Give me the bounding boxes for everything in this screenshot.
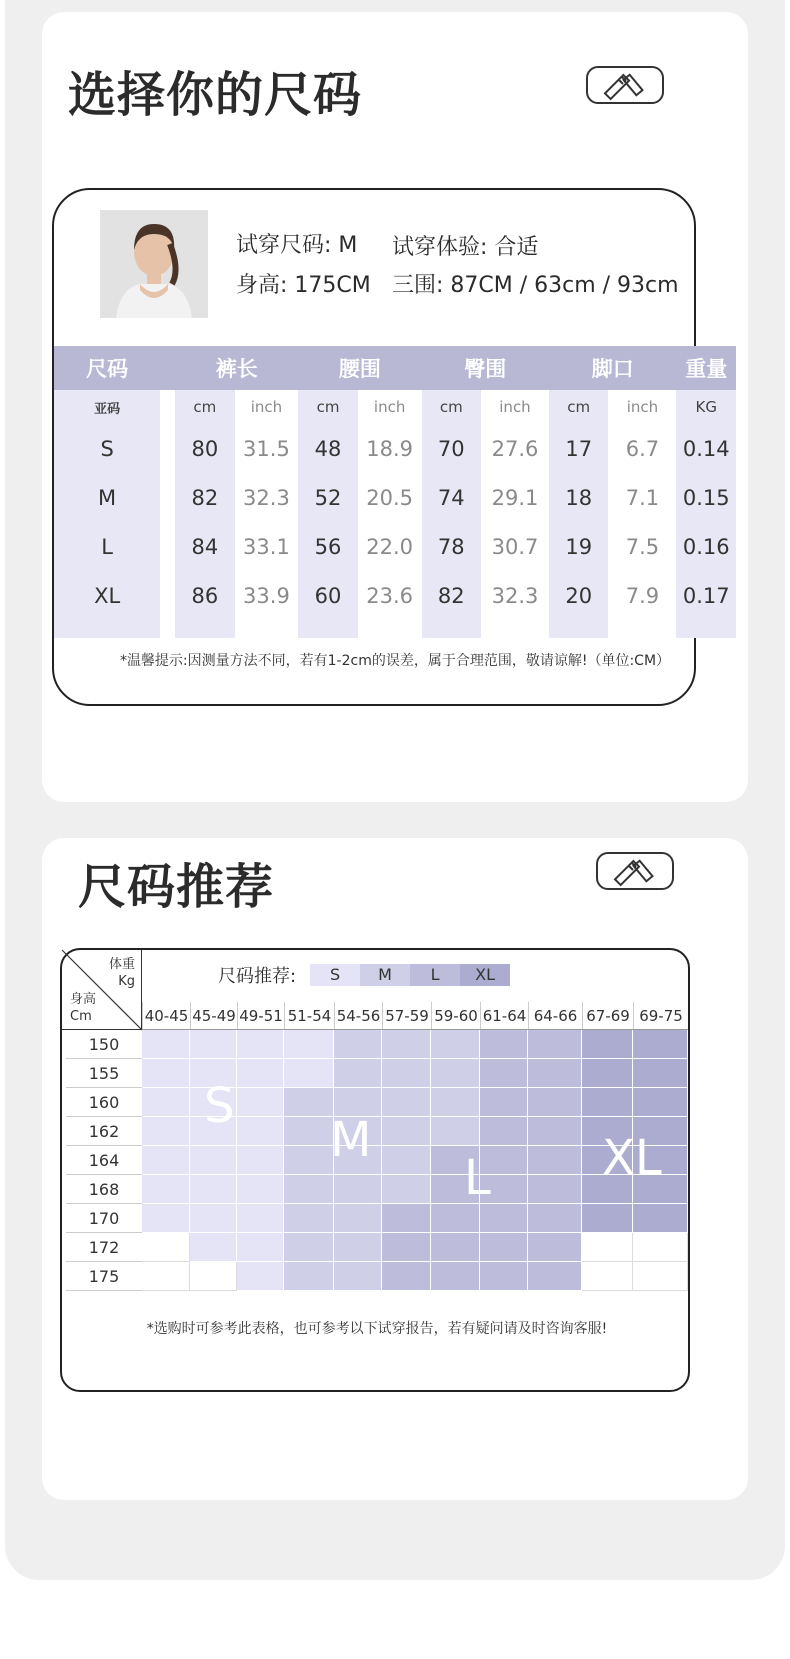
size-cell: 6.7	[608, 424, 676, 473]
size-cell: 0.15	[676, 473, 736, 522]
unit-inch: inch	[481, 390, 549, 424]
size-cell: 27.6	[481, 424, 549, 473]
grid-cell	[190, 1262, 237, 1291]
height-row-header: 155	[66, 1059, 142, 1088]
grid-cell	[528, 1146, 582, 1175]
grid-cell	[528, 1204, 582, 1233]
grid-cell	[190, 1030, 237, 1059]
grid-cell	[431, 1204, 480, 1233]
weight-range-header: 51-54	[284, 1002, 334, 1030]
grid-cell	[480, 1204, 528, 1233]
unit-inch: inch	[358, 390, 422, 424]
size-cell: 18.9	[358, 424, 422, 473]
pencil-ruler-icon	[586, 66, 664, 104]
legend-label: 尺码推荐:	[218, 966, 297, 987]
grid-cell	[382, 1233, 431, 1262]
grid-cell	[284, 1088, 334, 1117]
height-row-header: 175	[66, 1262, 142, 1291]
grid-cell	[142, 1059, 190, 1088]
legend-item-l: L	[410, 964, 460, 986]
grid-cell	[382, 1117, 431, 1146]
grid-cell	[582, 1059, 633, 1088]
grid-cell	[382, 1175, 431, 1204]
size-row	[54, 571, 736, 620]
size-cell: 20	[549, 571, 608, 620]
grid-cell	[284, 1262, 334, 1291]
header-length: 裤长	[175, 346, 298, 390]
grid-cell	[431, 1117, 480, 1146]
grid-cell	[190, 1204, 237, 1233]
grid-cell	[633, 1088, 688, 1117]
size-cell: 20.5	[358, 473, 422, 522]
size-cell: 48	[298, 424, 357, 473]
size-cell: 31.5	[235, 424, 299, 473]
size-cell: 19	[549, 522, 608, 571]
weight-range-header: 67-69	[582, 1002, 633, 1030]
grid-cell	[190, 1175, 237, 1204]
grid-cell	[528, 1175, 582, 1204]
section-title: 尺码推荐	[78, 859, 275, 915]
grid-cell	[528, 1233, 582, 1262]
size-cell: 78	[422, 522, 481, 571]
grid-cell	[284, 1146, 334, 1175]
unit-label: 亚码	[54, 390, 160, 424]
size-cell: 60	[298, 571, 357, 620]
model-height-text: 身高: 175CM	[236, 273, 371, 298]
height-row-header: 164	[66, 1146, 142, 1175]
grid-cell	[237, 1262, 284, 1291]
size-row	[54, 522, 736, 571]
grid-cell	[431, 1088, 480, 1117]
grid-cell	[142, 1204, 190, 1233]
size-chart-frame	[52, 188, 730, 706]
legend-item-m: M	[360, 964, 410, 986]
grid-cell	[582, 1233, 633, 1262]
unit-inch: inch	[235, 390, 299, 424]
size-cell: L	[54, 522, 160, 571]
recommendation-frame	[60, 948, 690, 1392]
size-cell: 17	[549, 424, 608, 473]
grid-cell	[633, 1059, 688, 1088]
grid-cell	[480, 1117, 528, 1146]
trial-experience-text: 试穿体验: 合适	[392, 235, 539, 260]
grid-cell	[237, 1233, 284, 1262]
grid-cell	[142, 1088, 190, 1117]
size-cell: S	[54, 424, 160, 473]
size-chart-note: *温馨提示:因测量方法不同，若有1-2cm的误差，属于合理范围，敬请谅解!（单位:CM）	[119, 653, 671, 669]
height-row-header: 162	[66, 1117, 142, 1146]
grid-cell	[431, 1030, 480, 1059]
legend-item-s: S	[310, 964, 360, 986]
header-waist: 腰围	[298, 346, 421, 390]
size-legend	[218, 962, 510, 988]
size-cell: 29.1	[481, 473, 549, 522]
weight-range-header: 57-59	[382, 1002, 431, 1030]
grid-cell	[284, 1030, 334, 1059]
grid-cell	[334, 1262, 382, 1291]
size-cell: 22.0	[358, 522, 422, 571]
size-cell: 82	[175, 473, 234, 522]
zone-label-m: M	[330, 1112, 372, 1168]
grid-cell	[528, 1059, 582, 1088]
grid-cell	[582, 1088, 633, 1117]
grid-cell	[431, 1262, 480, 1291]
size-cell: 32.3	[481, 571, 549, 620]
size-cell: 7.1	[608, 473, 676, 522]
grid-cell	[142, 1030, 190, 1059]
zone-label-s: S	[204, 1078, 235, 1134]
size-cell: 0.14	[676, 424, 736, 473]
grid-cell	[480, 1059, 528, 1088]
grid-cell	[237, 1175, 284, 1204]
grid-cell	[633, 1262, 688, 1291]
grid-cell	[334, 1030, 382, 1059]
size-cell: 33.9	[235, 571, 299, 620]
header-hip: 臀围	[422, 346, 549, 390]
grid-cell	[480, 1030, 528, 1059]
header-weight: 重量	[676, 346, 736, 390]
size-cell: 74	[422, 473, 481, 522]
grid-cell	[237, 1030, 284, 1059]
size-cell: 86	[175, 571, 234, 620]
weight-range-header: 61-64	[480, 1002, 528, 1030]
grid-cell	[190, 1146, 237, 1175]
size-chart-card	[42, 12, 748, 802]
height-row-header: 168	[66, 1175, 142, 1204]
size-cell: 33.1	[235, 522, 299, 571]
size-cell: 30.7	[481, 522, 549, 571]
grid-cell	[334, 1204, 382, 1233]
grid-cell	[142, 1262, 190, 1291]
section-title: 选择你的尺码	[68, 67, 363, 123]
size-table-units	[54, 390, 736, 424]
unit-cm: cm	[298, 390, 357, 424]
height-row-header: 150	[66, 1030, 142, 1059]
grid-cell	[528, 1088, 582, 1117]
size-cell: 82	[422, 571, 481, 620]
grid-cell	[480, 1088, 528, 1117]
grid-cell	[237, 1146, 284, 1175]
unit-cm: cm	[422, 390, 481, 424]
size-cell: 23.6	[358, 571, 422, 620]
grid-cell	[237, 1059, 284, 1088]
grid-cell	[633, 1233, 688, 1262]
height-axis-unit: Cm	[70, 1009, 92, 1024]
grid-cell	[633, 1204, 688, 1233]
height-row-header: 172	[66, 1233, 142, 1262]
model-avatar	[100, 210, 208, 318]
weight-axis-label: 体重	[108, 957, 135, 972]
header-size: 尺码	[54, 346, 160, 390]
grid-cell	[480, 1262, 528, 1291]
unit-cm: cm	[175, 390, 234, 424]
size-cell: 70	[422, 424, 481, 473]
weight-axis-unit: Kg	[118, 974, 135, 989]
grid-cell	[528, 1030, 582, 1059]
grid-cell	[237, 1117, 284, 1146]
height-axis-label: 身高	[70, 992, 97, 1007]
size-row	[54, 424, 736, 473]
grid-cell	[142, 1175, 190, 1204]
grid-cell	[633, 1030, 688, 1059]
pencil-ruler-icon	[596, 852, 674, 890]
grid-cell	[431, 1059, 480, 1088]
unit-inch: inch	[608, 390, 676, 424]
grid-cell	[334, 1175, 382, 1204]
grid-cell	[382, 1088, 431, 1117]
zone-label-xl: XL	[602, 1130, 662, 1186]
height-row-header: 160	[66, 1088, 142, 1117]
grid-cell	[142, 1146, 190, 1175]
legend-item-xl: XL	[460, 964, 510, 986]
weight-range-header: 69-75	[633, 1002, 688, 1030]
weight-range-header: 40-45	[142, 1002, 190, 1030]
grid-cell	[582, 1262, 633, 1291]
unit-kg: KG	[676, 390, 736, 424]
recommendation-note: *选购时可参考此表格，也可参考以下试穿报告，若有疑问请及时咨询客服!	[146, 1321, 608, 1337]
size-cell: 32.3	[235, 473, 299, 522]
grid-cell	[334, 1233, 382, 1262]
size-cell: 84	[175, 522, 234, 571]
grid-cell	[382, 1262, 431, 1291]
table-corner	[62, 950, 142, 1030]
grid-cell	[480, 1233, 528, 1262]
grid-cell	[237, 1088, 284, 1117]
weight-range-header: 54-56	[334, 1002, 382, 1030]
grid-cell	[582, 1030, 633, 1059]
grid-cell	[142, 1233, 190, 1262]
size-cell: 0.17	[676, 571, 736, 620]
size-cell: 7.9	[608, 571, 676, 620]
grid-cell	[528, 1262, 582, 1291]
model-measurements-text: 三围: 87CM / 63cm / 93cm	[392, 273, 679, 298]
grid-cell	[284, 1175, 334, 1204]
size-cell: 80	[175, 424, 234, 473]
grid-cell	[284, 1059, 334, 1088]
size-cell: XL	[54, 571, 160, 620]
grid-cell	[142, 1117, 190, 1146]
grid-cell	[382, 1204, 431, 1233]
grid-cell	[431, 1233, 480, 1262]
trial-size-text: 试穿尺码: M	[236, 233, 358, 258]
weight-range-header: 64-66	[528, 1002, 582, 1030]
size-row	[54, 473, 736, 522]
height-row-header: 170	[66, 1204, 142, 1233]
grid-cell	[382, 1146, 431, 1175]
grid-cell	[582, 1204, 633, 1233]
grid-cell	[237, 1204, 284, 1233]
grid-cell	[190, 1233, 237, 1262]
grid-cell	[382, 1030, 431, 1059]
size-cell: 18	[549, 473, 608, 522]
weight-range-header: 45-49	[190, 1002, 237, 1030]
size-cell: 56	[298, 522, 357, 571]
size-recommendation-card	[42, 838, 748, 1500]
grid-cell	[528, 1117, 582, 1146]
size-table	[54, 346, 736, 638]
grid-cell	[284, 1117, 334, 1146]
size-table-header	[54, 346, 736, 390]
grid-cell	[334, 1059, 382, 1088]
grid-cell	[382, 1059, 431, 1088]
zone-label-l: L	[464, 1150, 491, 1206]
unit-cm: cm	[549, 390, 608, 424]
weight-range-header: 49-51	[237, 1002, 284, 1030]
weight-range-header: 59-60	[431, 1002, 480, 1030]
size-cell: 52	[298, 473, 357, 522]
grid-cell	[284, 1233, 334, 1262]
size-cell: 0.16	[676, 522, 736, 571]
header-hem: 脚口	[549, 346, 676, 390]
grid-cell	[284, 1204, 334, 1233]
legend-bar	[310, 964, 510, 986]
size-cell: 7.5	[608, 522, 676, 571]
size-cell: M	[54, 473, 160, 522]
